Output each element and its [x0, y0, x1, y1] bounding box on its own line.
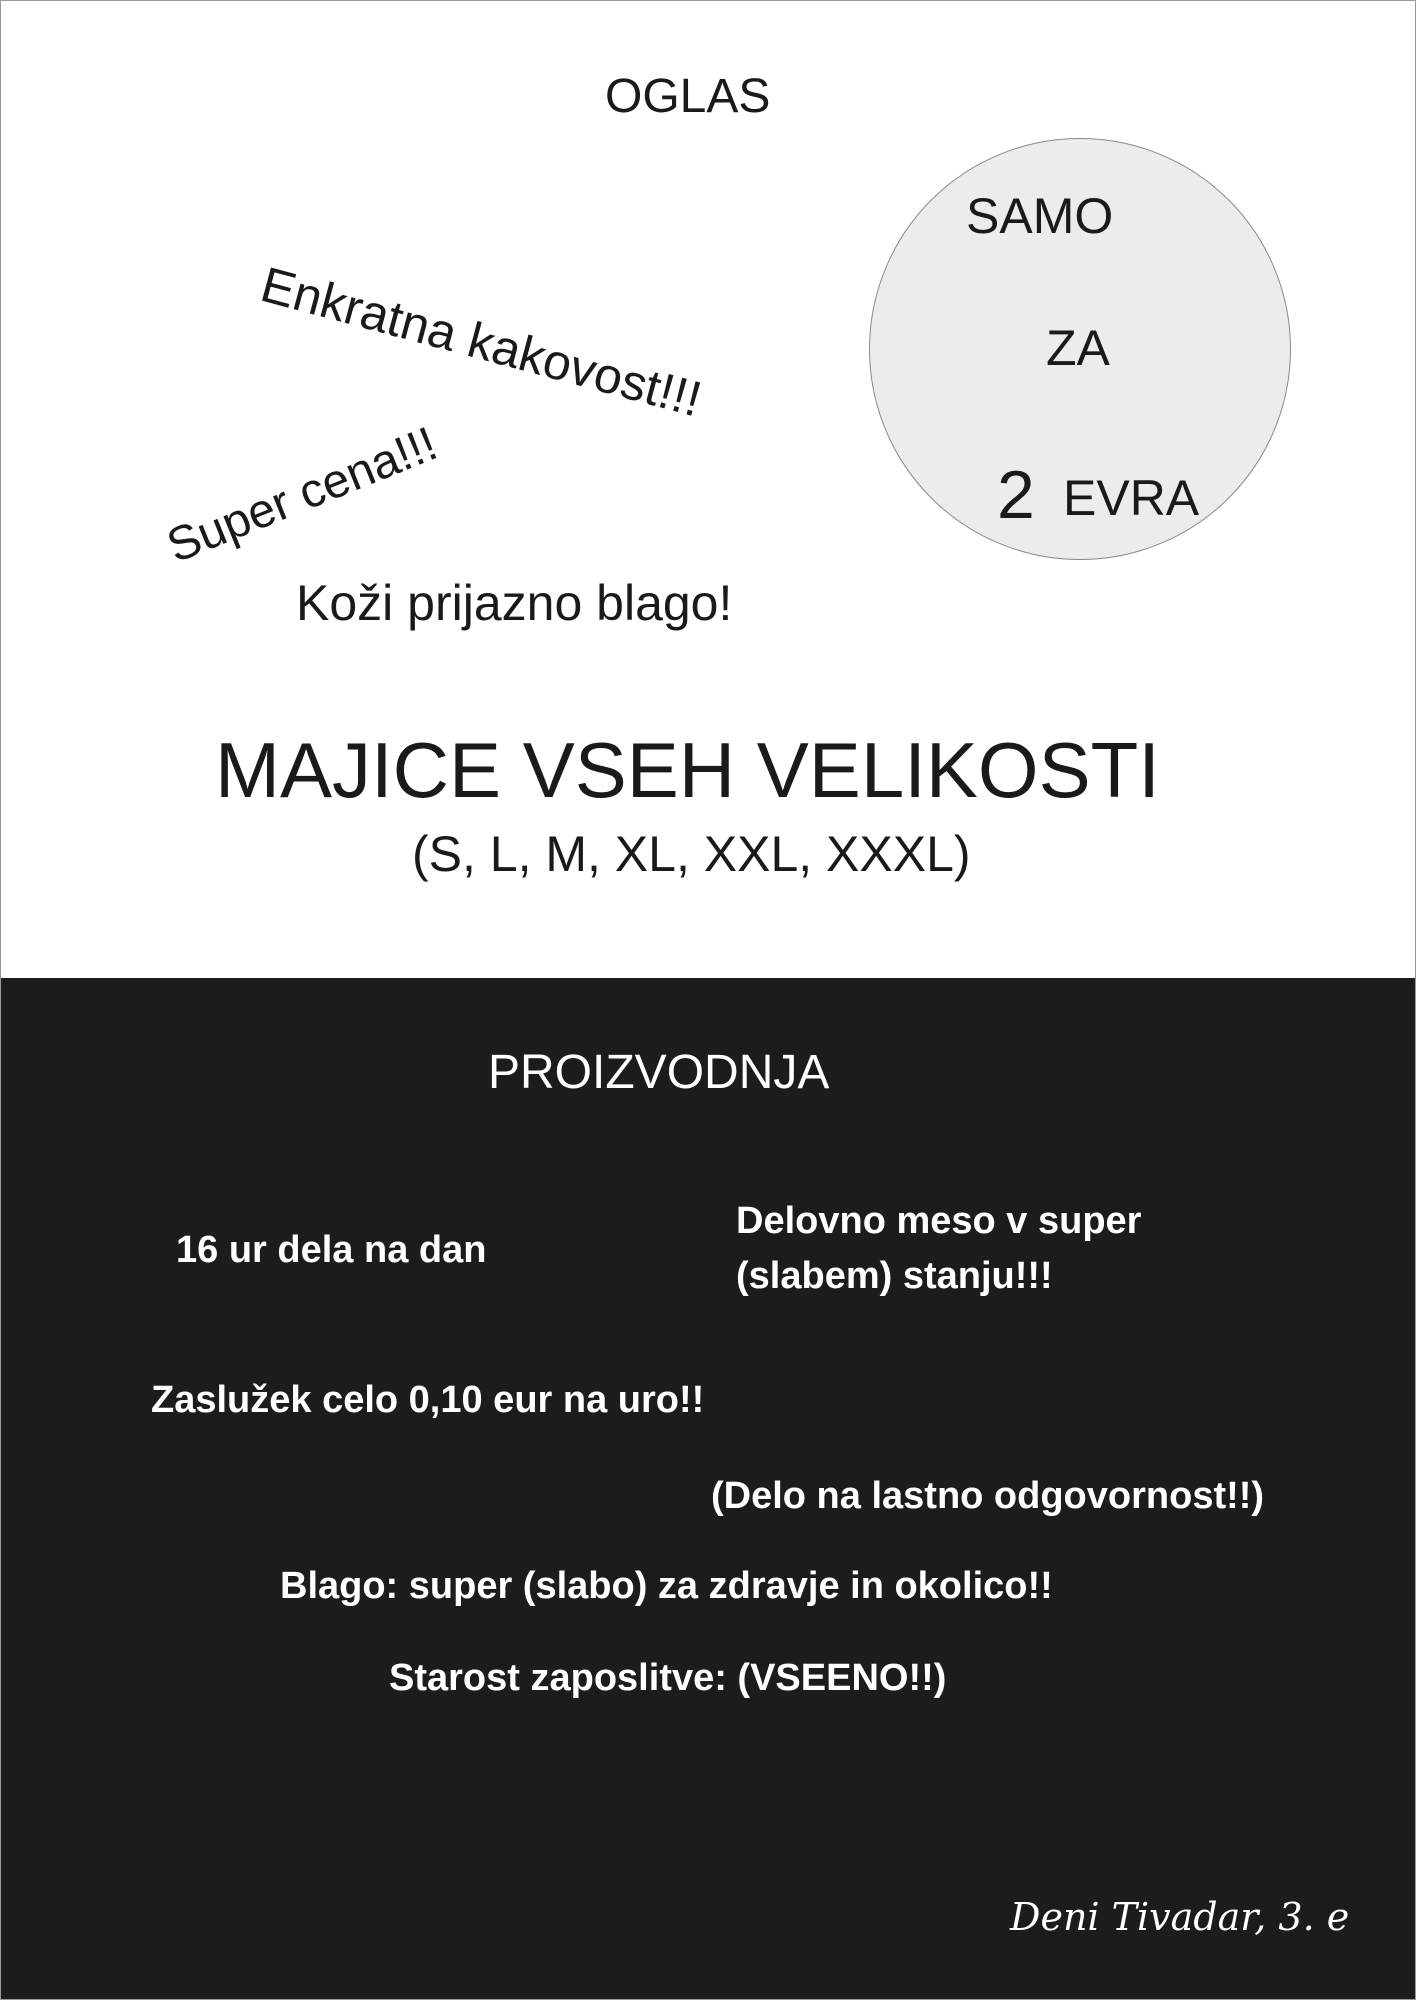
slogan-quality: Enkratna kakovost!!! — [255, 256, 708, 428]
fact-hours: 16 ur dela na dan — [176, 1229, 487, 1271]
fact-fabric: Blago: super (slabo) za zdravje in okolico!! — [280, 1565, 1053, 1607]
fact-responsibility: (Delo na lastno odgovornost!!) — [711, 1475, 1265, 1517]
poster-top-section — [1, 1, 1415, 978]
price-badge-number: 2 — [997, 457, 1035, 533]
price-badge-line2: ZA — [1046, 320, 1110, 376]
slogan-price: Super cena!!! — [159, 417, 445, 574]
price-badge-unit: EVRA — [1063, 470, 1200, 526]
poster-heading: OGLAS — [605, 70, 771, 123]
fact-earnings: Zaslužek celo 0,10 eur na uro!! — [151, 1379, 705, 1421]
production-heading: PROIZVODNJA — [488, 1046, 830, 1099]
fact-meat-line2: (slabem) stanju!!! — [736, 1255, 1053, 1297]
price-badge-line1: SAMO — [966, 188, 1114, 244]
author-signature: Deni Tivadar, 3. e — [1010, 1895, 1350, 1939]
product-sizes: (S, L, M, XL, XXL, XXXL) — [412, 826, 971, 882]
fact-age: Starost zaposlitve: (VSEENO!!) — [389, 1657, 947, 1699]
slogan-skin-friendly: Koži prijazno blago! — [296, 575, 733, 631]
fact-meat-line1: Delovno meso v super — [736, 1200, 1142, 1242]
product-title: MAJICE VSEH VELIKOSTI — [215, 726, 1160, 814]
